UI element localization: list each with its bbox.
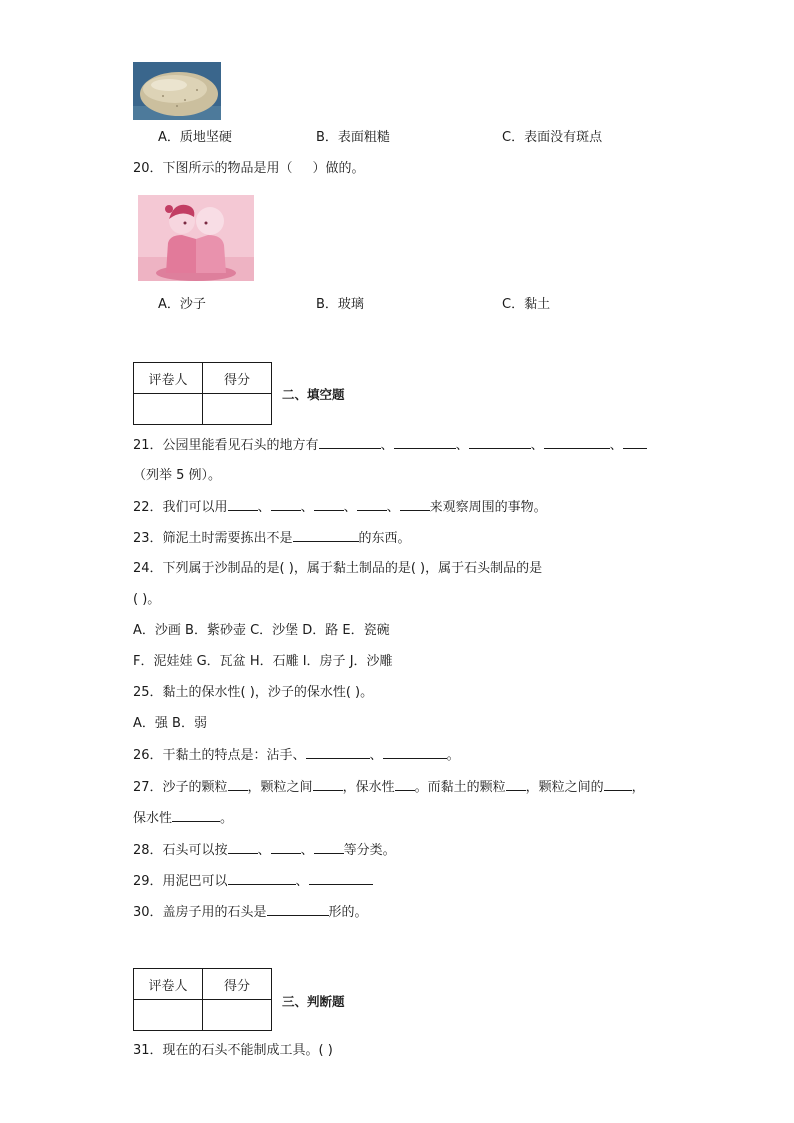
q26-stem: 26．干黏土的特点是：沾手、 、 。 (133, 748, 460, 763)
q23-stem: 23．筛泥土时需要拣出不是 的东西。 (133, 531, 411, 546)
q29-stem: 29．用泥巴可以 、 (133, 872, 373, 891)
score-label: 得分 (203, 363, 272, 394)
q20-option-c: C．黏土 (502, 297, 551, 312)
q25-options: A．强 B．弱 (133, 716, 207, 731)
answer-blank[interactable] (228, 778, 248, 791)
q30-stem: 30．盖房子用的石头是 形的。 (133, 905, 368, 920)
answer-blank[interactable] (271, 841, 301, 854)
reviewer-cell[interactable] (134, 1000, 203, 1031)
answer-blank[interactable] (172, 809, 220, 822)
reviewer-label: 评卷人 (134, 969, 203, 1000)
q19-option-b: B．表面粗糙 (316, 130, 390, 145)
q20-stem: 20．下图所示的物品是用（ ）做的。 (133, 161, 365, 176)
answer-blank[interactable] (228, 498, 258, 511)
q20-option-b: B．玻璃 (316, 297, 364, 312)
answer-blank[interactable] (267, 903, 329, 916)
answer-blank[interactable] (309, 872, 373, 885)
section-title-fill-in: 二、填空题 (282, 387, 345, 402)
q28-stem: 28．石头可以按 、 、 等分类。 (133, 843, 396, 858)
answer-blank[interactable] (228, 872, 296, 885)
answer-blank[interactable] (506, 778, 526, 791)
q24-stem-cont: ( )。 (133, 592, 161, 607)
q31-stem: 31．现在的石头不能制成工具。( ) (133, 1043, 333, 1058)
q24-options-row-1: A．沙画 B．紫砂壶 C．沙堡 D．路 E．瓷碗 (133, 623, 390, 638)
answer-blank[interactable] (306, 746, 370, 759)
score-box-section-3 (133, 968, 272, 1031)
answer-blank[interactable] (383, 746, 447, 759)
score-cell[interactable] (203, 394, 272, 425)
stone-illustration (133, 62, 221, 120)
q24-stem: 24．下列属于沙制品的是( )，属于黏土制品的是( )，属于石头制品的是 (133, 561, 543, 576)
answer-blank[interactable] (400, 498, 430, 511)
answer-blank[interactable] (313, 778, 343, 791)
q24-options-row-2: F．泥娃娃 G．瓦盆 H．石雕 I．房子 J．沙雕 (133, 654, 393, 669)
reviewer-cell[interactable] (134, 394, 203, 425)
answer-blank[interactable] (293, 529, 359, 542)
answer-blank[interactable] (469, 436, 531, 449)
answer-blank[interactable] (357, 498, 387, 511)
answer-blank[interactable] (394, 436, 456, 449)
answer-blank[interactable] (395, 778, 415, 791)
q27-stem-cont: 保水性 。 (133, 811, 234, 826)
score-cell[interactable] (203, 1000, 272, 1031)
q20-option-a: A．沙子 (158, 297, 206, 312)
answer-blank[interactable] (623, 436, 647, 449)
answer-blank[interactable] (604, 778, 632, 791)
q21-note: （列举 5 例）。 (133, 468, 222, 483)
score-label: 得分 (203, 969, 272, 1000)
answer-blank[interactable] (271, 498, 301, 511)
section-title-true-false: 三、判断题 (282, 994, 345, 1009)
q19-option-a: A．质地坚硬 (158, 130, 232, 145)
clay-dolls-illustration (138, 195, 254, 281)
answer-blank[interactable] (319, 436, 381, 449)
answer-blank[interactable] (314, 498, 344, 511)
stone-photo (133, 62, 221, 120)
q19-option-c: C．表面没有斑点 (502, 130, 603, 145)
score-box-section-2 (133, 362, 272, 425)
answer-blank[interactable] (544, 436, 610, 449)
answer-blank[interactable] (314, 841, 344, 854)
answer-blank[interactable] (228, 841, 258, 854)
q21-stem: 21．公园里能看见石头的地方有 、 、 、 、 (133, 436, 647, 455)
q25-stem: 25．黏土的保水性( )，沙子的保水性( )。 (133, 685, 374, 700)
clay-dolls-photo (138, 195, 254, 281)
q27-stem: 27．沙子的颗粒 ，颗粒之间 ，保水性 。而黏土的颗粒 ，颗粒之间的 ， (133, 780, 645, 795)
q22-stem: 22．我们可以用 、 、 、 、 来观察周围的事物。 (133, 500, 547, 515)
reviewer-label: 评卷人 (134, 363, 203, 394)
